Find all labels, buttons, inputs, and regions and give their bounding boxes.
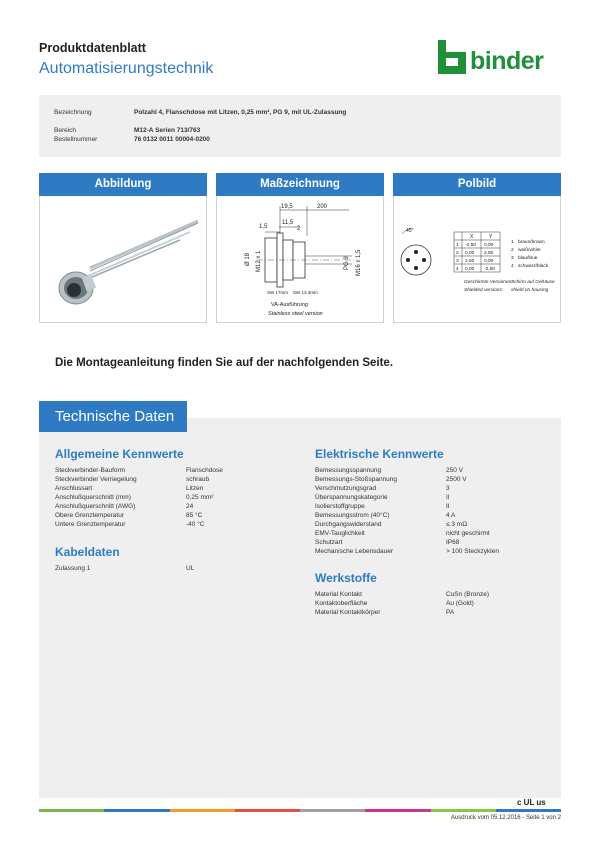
pin-number: 2 bbox=[456, 251, 459, 256]
va-version-en: Stainless steel version bbox=[268, 311, 323, 317]
table-row bbox=[315, 475, 555, 484]
row-key: Bemessungsstrom (40°C) bbox=[315, 512, 390, 519]
row-key: Untere Grenztemperatur bbox=[55, 521, 126, 528]
pin-x: -2,50 bbox=[465, 243, 476, 248]
shield-value-de: Schirm auf Gehäuse bbox=[511, 280, 555, 285]
row-value: 3 bbox=[446, 485, 450, 492]
footer-bar-segment bbox=[300, 809, 365, 812]
wire-color: weiß/white bbox=[518, 248, 541, 253]
table-row bbox=[315, 538, 555, 547]
row-value: Flanschdose bbox=[186, 467, 223, 474]
row-value: II bbox=[446, 494, 450, 501]
row-key: Schutzart bbox=[315, 539, 343, 546]
row-value: schraub bbox=[186, 476, 210, 483]
table-row bbox=[315, 520, 555, 529]
table-row bbox=[55, 511, 305, 520]
dim-19-5: 19,5 bbox=[281, 204, 293, 210]
pin-y: 0,00 bbox=[484, 259, 494, 264]
info-value: Polzahl 4, Flanschdose mit Litzen, 0,25 mm², PG 9, mit UL-Zulassung bbox=[134, 109, 347, 116]
footer-bar-segment bbox=[170, 809, 235, 812]
panel-header-masszeichnung: Maßzeichnung bbox=[216, 173, 384, 196]
pin-y: 0,00 bbox=[484, 243, 494, 248]
logo-wordmark: binder bbox=[470, 47, 544, 75]
table-row bbox=[55, 520, 305, 529]
row-value: ≤ 3 mΩ bbox=[446, 521, 468, 528]
wire-number: 2 bbox=[511, 248, 514, 253]
section-general-title: Allgemeine Kennwerte bbox=[55, 447, 184, 461]
pin-number: 4 bbox=[456, 267, 459, 272]
dim-m12: M12 x 1 bbox=[256, 250, 262, 272]
footer-bar-segment bbox=[496, 809, 561, 812]
row-key: Steckverbinder Verriegelung bbox=[55, 476, 137, 483]
dim-diameter-18: Ø 18 bbox=[245, 252, 251, 266]
table-row bbox=[55, 484, 305, 493]
row-value: PA bbox=[446, 609, 455, 616]
dim-200: 200 bbox=[317, 204, 328, 210]
dim-sw13: SW 13,4mm bbox=[293, 290, 318, 295]
row-key: Material Kontakt bbox=[315, 591, 362, 598]
pin-x: 0,00 bbox=[465, 251, 475, 256]
product-info-box bbox=[39, 95, 561, 157]
pin-number: 1 bbox=[456, 243, 459, 248]
dim-pg9: PG 9 bbox=[344, 256, 350, 270]
table-row bbox=[315, 466, 555, 475]
row-key: Bemessungsspannung bbox=[315, 467, 382, 474]
shield-label-de: Geschirmte Versionen: bbox=[464, 280, 513, 285]
pin-y: -2,50 bbox=[484, 267, 495, 272]
info-label: Bezeichnung bbox=[54, 109, 92, 116]
pin-angle: 45° bbox=[406, 228, 414, 234]
pin-layout-panel bbox=[393, 196, 561, 323]
row-value: Au (Gold) bbox=[446, 600, 474, 607]
row-key: Isolierstoffgruppe bbox=[315, 503, 365, 510]
footer-bar-segment bbox=[235, 809, 300, 812]
info-label: Bereich bbox=[54, 127, 77, 134]
shield-label-en: Shielded versions: bbox=[464, 288, 504, 293]
product-image bbox=[40, 196, 208, 323]
row-key: Kontaktoberfläche bbox=[315, 600, 368, 607]
panel-header-polbild: Polbild bbox=[393, 173, 561, 196]
wire-color: blau/blue bbox=[518, 256, 538, 261]
row-value: -40 °C bbox=[186, 521, 205, 528]
panel-header-abbildung: Abbildung bbox=[39, 173, 207, 196]
wire-color: braun/brown bbox=[518, 240, 545, 245]
row-key: Zulassung 1 bbox=[55, 565, 91, 572]
product-image-panel bbox=[39, 196, 207, 323]
row-value: nicht geschirmt bbox=[446, 530, 490, 537]
row-key: Anschlußquerschnitt (mm) bbox=[55, 494, 131, 501]
row-value: > 100 Steckzyklen bbox=[446, 548, 499, 555]
pin-number: 3 bbox=[456, 259, 459, 264]
row-value: 4 A bbox=[446, 512, 456, 519]
dim-2: 2 bbox=[297, 226, 301, 232]
row-key: Anschlussart bbox=[55, 485, 93, 492]
section-electrical-title: Elektrische Kennwerte bbox=[315, 447, 444, 461]
row-value: 85 °C bbox=[186, 512, 203, 519]
shield-value-en: shield on housing bbox=[511, 288, 549, 293]
ul-mark-text: c UL us bbox=[517, 798, 546, 807]
row-key: Obere Grenztemperatur bbox=[55, 512, 125, 519]
table-row bbox=[315, 608, 555, 617]
row-value: 24 bbox=[186, 503, 194, 510]
table-col-y: Y bbox=[489, 234, 493, 240]
print-info: Ausdruck vom 05.12.2016 - Seite 1 von 2 bbox=[450, 815, 561, 821]
dim-sw17: SW 17mm bbox=[267, 290, 289, 295]
table-row bbox=[55, 466, 305, 475]
row-value: 0,25 mm² bbox=[186, 494, 214, 501]
pin-y: 2,50 bbox=[484, 251, 494, 256]
row-value: 2500 V bbox=[446, 476, 467, 483]
row-key: Durchgangswiderstand bbox=[315, 521, 382, 528]
document-type: Produktdatenblatt bbox=[39, 41, 146, 55]
row-value: II bbox=[446, 503, 450, 510]
dim-1-5: 1,5 bbox=[259, 224, 268, 230]
row-key: Anschlußquerschnitt (AWG) bbox=[55, 503, 136, 510]
va-version-de: VA-Ausführung bbox=[271, 302, 308, 308]
section-materials-title: Werkstoffe bbox=[315, 571, 377, 585]
row-key: EMV-Tauglichkeit bbox=[315, 530, 365, 537]
table-row bbox=[315, 511, 555, 520]
dimension-drawing-panel bbox=[216, 196, 384, 323]
pin-layout bbox=[394, 196, 562, 323]
row-value: IP68 bbox=[446, 539, 460, 546]
row-key: Material Kontaktkörper bbox=[315, 609, 381, 616]
technical-data-tab: Technische Daten bbox=[39, 401, 187, 432]
footer-bar-segment bbox=[39, 809, 104, 812]
info-value: 76 0132 0011 00004-0200 bbox=[134, 136, 210, 143]
document-category: Automatisierungstechnik bbox=[39, 60, 214, 77]
row-key: Überspannungskategorie bbox=[315, 494, 388, 501]
info-label: Bestellnummer bbox=[54, 136, 98, 143]
table-row bbox=[315, 599, 555, 608]
table-row bbox=[55, 502, 305, 511]
dim-m16: M16 x 1,5 bbox=[356, 249, 362, 276]
wire-number: 4 bbox=[511, 264, 514, 269]
table-row bbox=[55, 564, 305, 573]
row-value: UL bbox=[186, 565, 195, 572]
row-key: Mechanische Lebensdauer bbox=[315, 548, 394, 555]
footer-bar-segment bbox=[104, 809, 169, 812]
dimension-drawing bbox=[217, 196, 385, 323]
table-row bbox=[315, 502, 555, 511]
row-key: Bemessungs-Stoßspannung bbox=[315, 476, 398, 483]
wire-number: 3 bbox=[511, 256, 514, 261]
table-col-x: X bbox=[470, 234, 474, 240]
table-row bbox=[55, 475, 305, 484]
table-row bbox=[315, 493, 555, 502]
row-value: CuSn (Bronze) bbox=[446, 591, 489, 598]
footer-bar-segment bbox=[365, 809, 430, 812]
wire-color: schwarz/black bbox=[518, 264, 549, 269]
dim-11-5: 11,5 bbox=[282, 220, 294, 226]
table-row bbox=[55, 493, 305, 502]
row-key: Steckverbinder-Bauform bbox=[55, 467, 126, 474]
footer-bar-segment bbox=[431, 809, 496, 812]
pin-x: 2,50 bbox=[465, 259, 475, 264]
table-row bbox=[315, 547, 555, 556]
row-value: 250 V bbox=[446, 467, 463, 474]
row-value: Litzen bbox=[186, 485, 204, 492]
info-value: M12-A Serien 713/763 bbox=[134, 127, 201, 134]
table-row bbox=[315, 529, 555, 538]
wire-number: 1 bbox=[511, 240, 514, 245]
assembly-note: Die Montageanleitung finden Sie auf der nachfolgenden Seite. bbox=[55, 357, 394, 369]
ul-certification-logo bbox=[517, 793, 561, 807]
pin-x: 0,00 bbox=[465, 267, 475, 272]
table-row bbox=[315, 590, 555, 599]
table-row bbox=[315, 484, 555, 493]
section-cable-title: Kabeldaten bbox=[55, 545, 120, 559]
row-key: Verschmutzungsgrad bbox=[315, 485, 377, 492]
